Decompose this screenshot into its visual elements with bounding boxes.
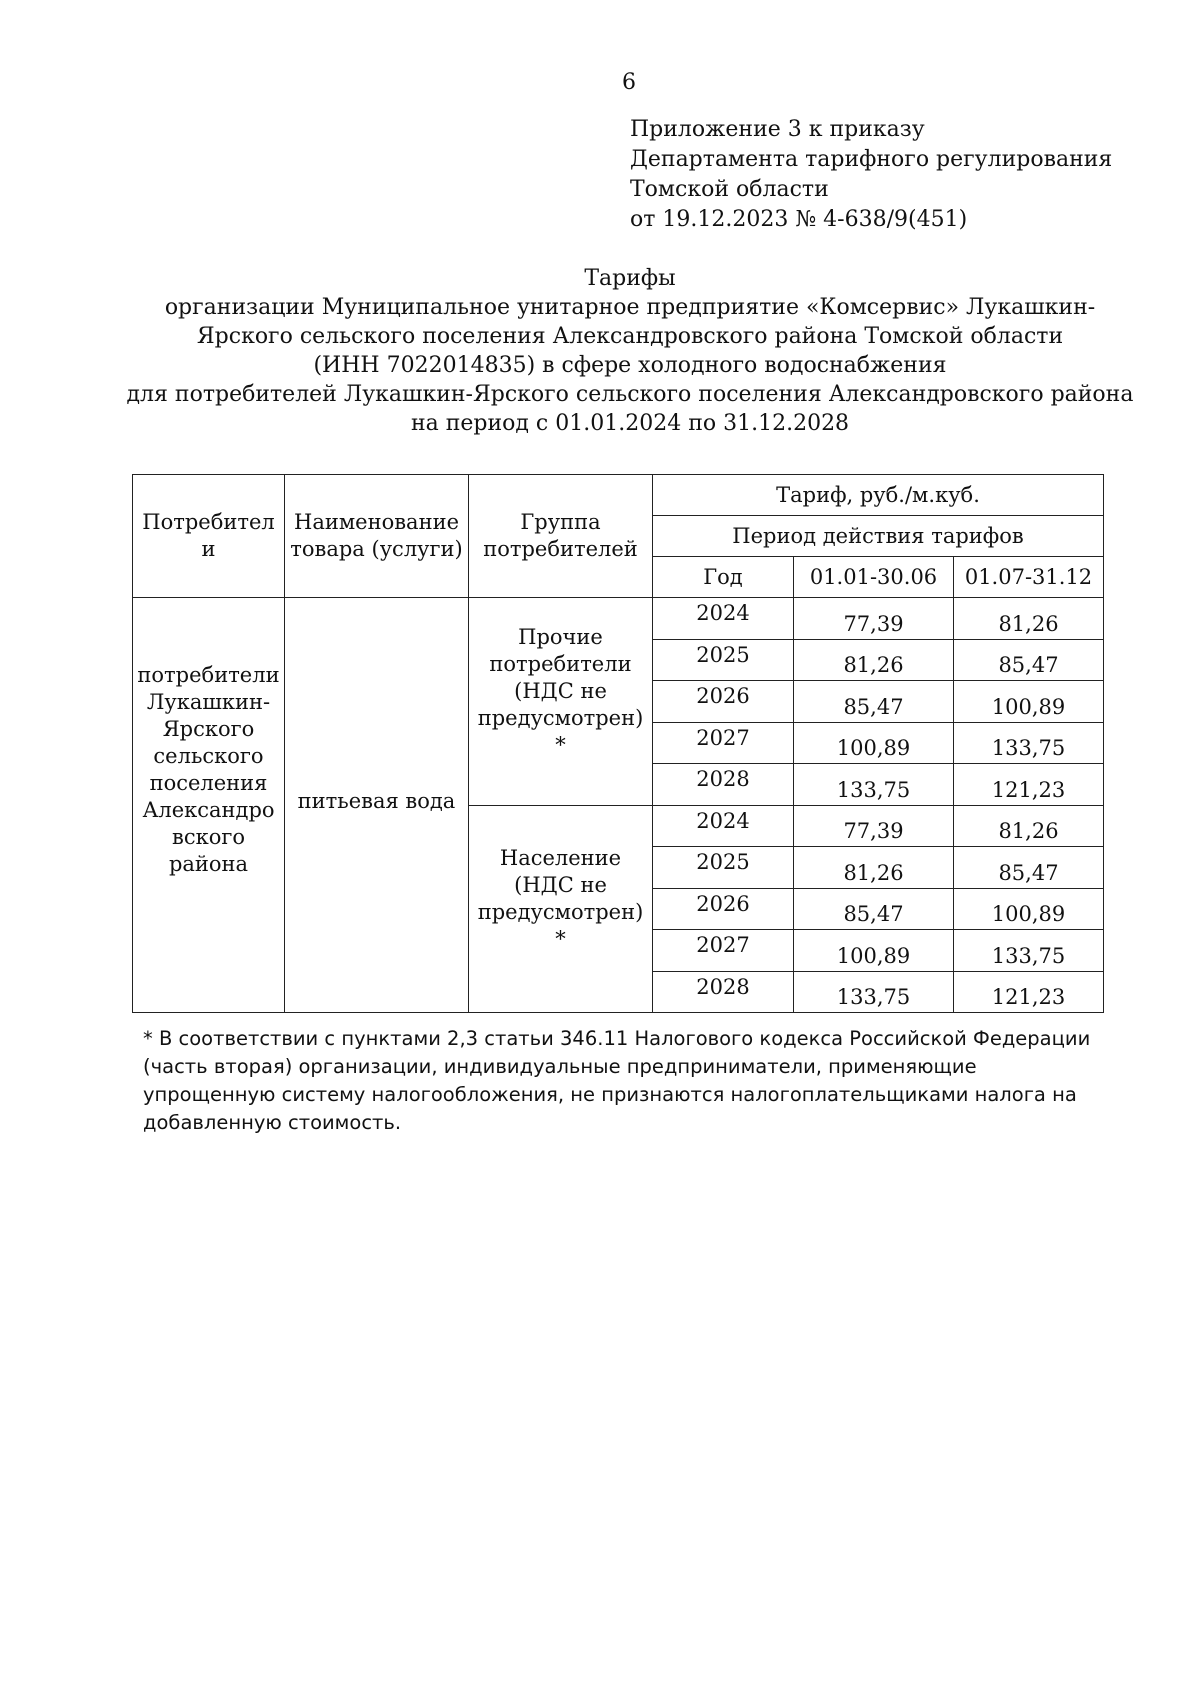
year-cell: 2025: [653, 847, 794, 889]
year-cell: 2026: [653, 888, 794, 930]
footnote-line: (часть вторая) организации, индивидуальные предприниматели, применяющие: [143, 1055, 977, 1078]
year-cell: 2024: [653, 805, 794, 847]
title-line: для потребителей Лукашкин-Ярского сельского поселения Александровского района: [126, 382, 1134, 407]
appendix-line: Томской области: [630, 177, 829, 202]
tariff-first-half-cell: 81,26: [794, 639, 954, 681]
tariff-table: [132, 474, 1104, 1013]
footnote: [143, 1025, 1103, 1137]
title-line: (ИНН 7022014835) в сфере холодного водоснабжения: [313, 353, 947, 378]
tariff-second-half-cell: 85,47: [954, 639, 1104, 681]
header-group: Группа потребителей: [469, 475, 653, 598]
title-line: Ярского сельского поселения Александровского района Томской области: [196, 324, 1064, 349]
tariff-first-half-cell: 133,75: [794, 971, 954, 1013]
consumer-group-cell: Население (НДС не предусмотрен) *: [469, 805, 653, 1013]
header-row: [133, 475, 1104, 516]
year-cell: 2026: [653, 681, 794, 723]
tariff-second-half-cell: 100,89: [954, 888, 1104, 930]
tariff-second-half-cell: 81,26: [954, 805, 1104, 847]
header-tariff: Тариф, руб./м.куб.: [653, 475, 1104, 516]
appendix-line: Департамента тарифного регулирования: [630, 147, 1113, 172]
tariff-first-half-cell: 81,26: [794, 847, 954, 889]
tariff-second-half-cell: 121,23: [954, 971, 1104, 1013]
tariff-first-half-cell: 85,47: [794, 681, 954, 723]
tariff-first-half-cell: 100,89: [794, 722, 954, 764]
tariff-second-half-cell: 81,26: [954, 598, 1104, 640]
tariff-first-half-cell: 100,89: [794, 930, 954, 972]
appendix-line: Приложение 3 к приказу: [630, 117, 925, 142]
document-title: [100, 264, 1160, 438]
year-cell: 2027: [653, 930, 794, 972]
tariff-first-half-cell: 85,47: [794, 888, 954, 930]
title-line: организации Муниципальное унитарное предприятие «Комсервис» Лукашкин-: [164, 295, 1096, 320]
year-cell: 2024: [653, 598, 794, 640]
tariff-second-half-cell: 133,75: [954, 722, 1104, 764]
footnote-line: добавленную стоимость.: [143, 1111, 402, 1134]
header-product: Наименование товара (услуги): [285, 475, 469, 598]
consumer-group-cell: Прочие потребители (НДС не предусмотрен) *: [469, 598, 653, 806]
header-period: Период действия тарифов: [653, 516, 1104, 557]
tariff-first-half-cell: 77,39: [794, 598, 954, 640]
appendix-line: от 19.12.2023 № 4-638/9(451): [630, 207, 968, 232]
year-cell: 2027: [653, 722, 794, 764]
tariff-first-half-cell: 133,75: [794, 764, 954, 806]
table-row: [133, 598, 1104, 640]
tariff-second-half-cell: 100,89: [954, 681, 1104, 723]
header-second-half: 01.07-31.12: [954, 557, 1104, 598]
consumers-cell: потребители Лукашкин- Ярского сельского поселения Александро вского района: [133, 598, 285, 1013]
header-consumers: Потребител и: [133, 475, 285, 598]
page-number: 6: [622, 70, 636, 95]
footnote-line: упрощенную систему налогообложения, не признаются налогоплательщиками налога на: [143, 1083, 1077, 1106]
header-year: Год: [653, 557, 794, 598]
tariff-first-half-cell: 77,39: [794, 805, 954, 847]
tariff-second-half-cell: 85,47: [954, 847, 1104, 889]
title-line: на период с 01.01.2024 по 31.12.2028: [410, 411, 850, 436]
footnote-line: * В соответствии с пунктами 2,3 статьи 346.11 Налогового кодекса Российской Федерации: [143, 1027, 1091, 1050]
year-cell: 2025: [653, 639, 794, 681]
header-first-half: 01.01-30.06: [794, 557, 954, 598]
product-cell: питьевая вода: [285, 598, 469, 1013]
year-cell: 2028: [653, 764, 794, 806]
tariff-second-half-cell: 121,23: [954, 764, 1104, 806]
tariff-second-half-cell: 133,75: [954, 930, 1104, 972]
appendix-reference: [630, 115, 1112, 235]
title-heading: Тарифы: [584, 266, 676, 291]
year-cell: 2028: [653, 971, 794, 1013]
